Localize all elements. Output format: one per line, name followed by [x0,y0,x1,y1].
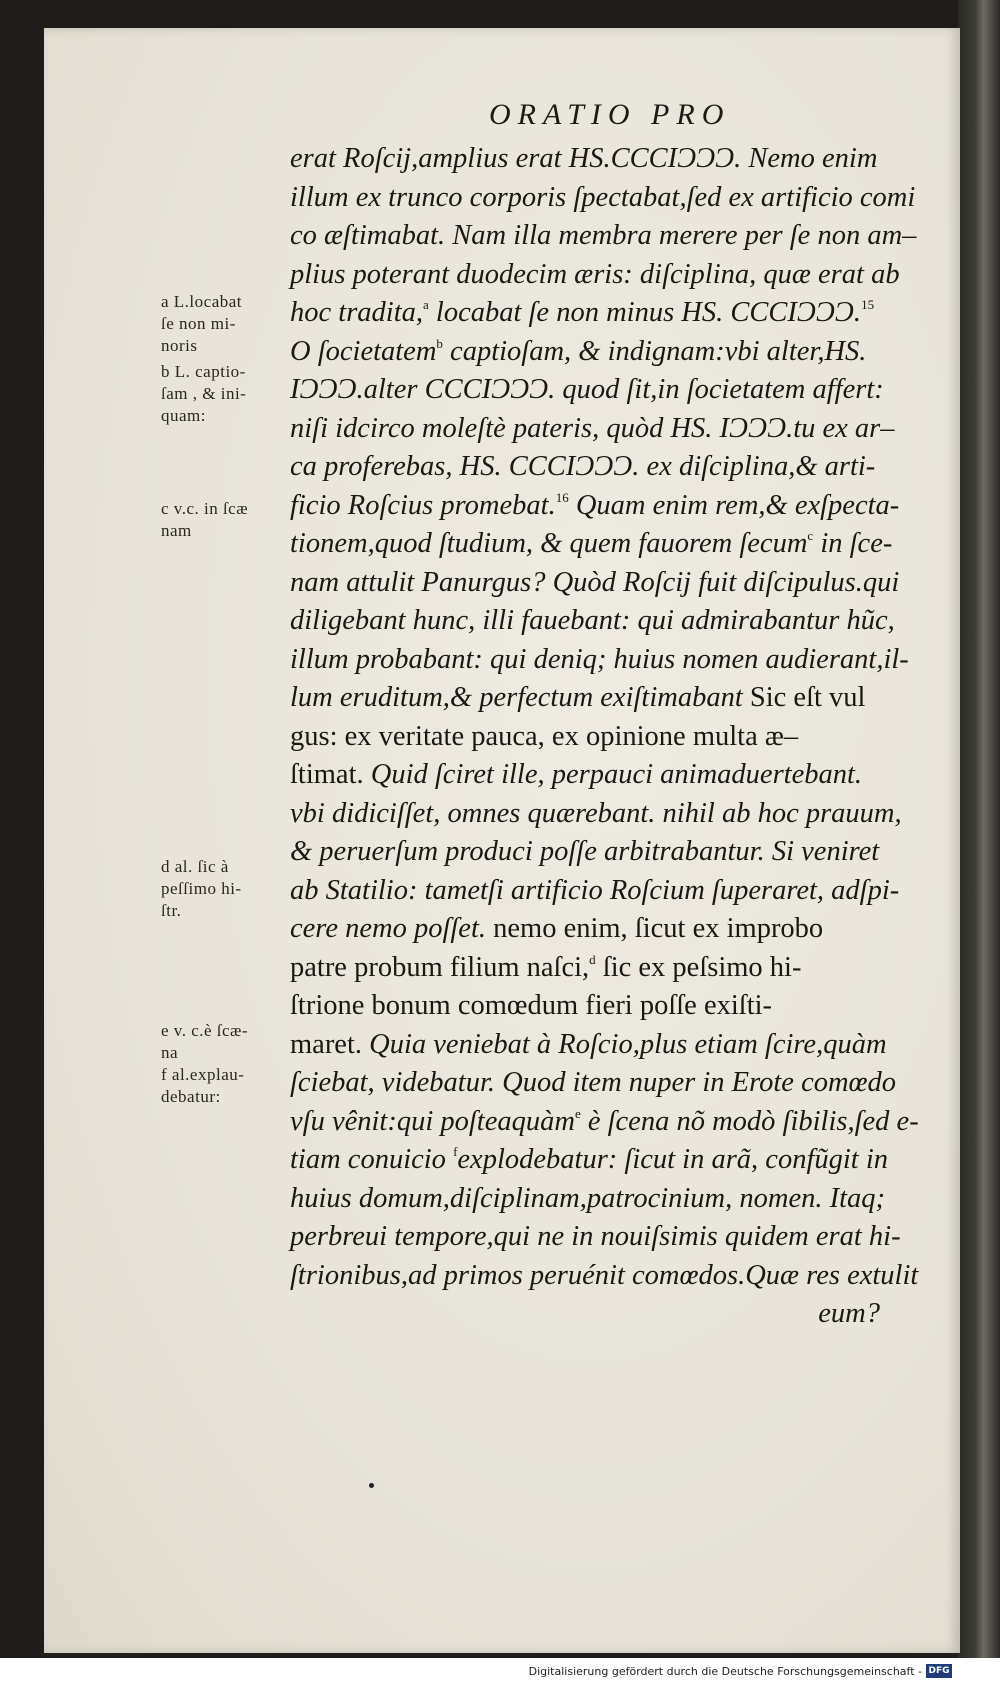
text-segment: maret. [290,1028,370,1060]
catchword: eum? [818,1298,880,1329]
text-segment: illum ex trunco corporis ſpectabat,ſed ex artificio comi [290,181,916,213]
text-line [290,641,950,680]
text-line [290,1064,950,1103]
catchword-line [290,1295,950,1334]
marginal-note-f [161,1064,291,1108]
marginal-note-line: nam [161,521,192,540]
text-line [290,949,950,988]
text-line [290,756,950,795]
text-segment: lum eruditum,& perfectum exiſtimabant [290,682,750,713]
marginal-note-line: na [161,1043,179,1062]
text-segment: tionem,quod ſtudium, & quem fauorem ſecum [290,528,808,559]
text-segment: Sic eſt vul [749,682,866,713]
text-segment: locabat ſe non minus HS. CCCIƆƆƆ. [428,297,862,328]
marginal-note-d [161,856,291,922]
text-segment: plius poterant duodecim æris: diſciplina, quæ erat ab [290,258,900,290]
text-segment: vbi didiciſſet, omnes quærebant. nihil ab hoc prauum, [290,797,902,829]
text-line [290,833,950,872]
text-segment: ſciebat, videbatur. Quod item nuper in Erote comœdo [290,1067,897,1098]
text-segment: nam attulit Panurgus? Quòd Roſcij fuit diſcipulus.qui [290,566,900,598]
text-segment: explodebatur: ſicut in arã, confũgit in [457,1144,889,1175]
marginal-note-a [161,291,291,357]
text-line [290,564,950,603]
note-reference: 16 [555,489,569,505]
marginal-note-e [161,1020,291,1064]
text-segment: erat Roſcij,amplius erat HS.CCCIƆƆƆ. Nemo enim [290,143,878,174]
text-line [290,1180,950,1219]
text-segment: ſic ex peſsimo hi- [595,951,802,983]
book-spine-edge [958,0,1000,1658]
note-reference: d [589,951,596,967]
text-line [290,371,950,410]
text-line [290,679,950,718]
text-line [290,487,950,526]
text-line [290,1026,950,1065]
text-line [290,602,950,641]
text-segment: co æſtimabat. Nam illa membra merere per ſe non am– [290,220,917,251]
marginal-note-line: f al.explau- [161,1065,245,1084]
marginal-note-line: quam: [161,406,206,425]
text-segment: tiam conuicio [290,1144,454,1175]
text-segment: cere nemo poſſet. [290,913,494,944]
text-line [290,410,950,449]
text-segment: ſtrionibus,ad primos peruénit comœdos.Quæ res extulit [290,1259,919,1291]
page-dot-mark [369,1483,374,1488]
text-line [290,1218,950,1257]
text-segment: ſtimat. [290,759,371,790]
marginal-note-line: b L. captio- [161,362,246,381]
marginal-note-line: c v.c. in ſcæ [161,499,249,518]
text-segment: niſi idcirco moleſtè pateris, quòd HS. IƆƆƆ.tu ex ar– [290,412,895,444]
text-segment: ficio Roſcius promebat. [290,489,556,521]
text-line [290,910,950,949]
text-segment: illum probabant: qui deniq; huius nomen audierant,il- [290,643,909,675]
marginal-note-c [161,498,291,542]
text-segment: huius domum,diſciplinam,patrocinium, nomen. Itaq; [290,1182,886,1214]
note-reference: f [453,1144,458,1159]
text-line [290,448,950,487]
text-line [290,140,950,179]
text-segment: & peruerſum produci poſſe arbitrabantur. Si veniret [290,836,880,867]
text-line [290,525,950,564]
text-segment: è ſcena nõ modò ſibilis,ſed e- [580,1105,919,1137]
text-segment: hoc tradita, [290,297,423,328]
text-line [290,333,950,372]
text-line [290,872,950,911]
text-segment: captioſam, & indignam:vbi alter,HS. [442,335,867,367]
text-line [290,256,950,295]
text-segment: perbreui tempore,qui ne in nouiſsimis quidem erat hi- [290,1221,901,1252]
text-line [290,1141,950,1180]
text-line [290,1103,950,1142]
text-segment: O ſocietatem [290,335,437,367]
marginal-note-line: ſam , & ini- [161,384,247,403]
text-segment: gus: ex veritate pauca, ex opinione multa æ– [290,720,799,752]
text-segment: Quid ſciret ille, perpauci animaduertebant. [370,759,863,790]
text-segment: Quam enim rem,& exſpecta- [568,489,900,521]
dfg-logo-icon: DFG [926,1664,952,1678]
marginal-note-line: a L.locabat [161,292,243,311]
note-reference: b [436,335,443,351]
note-reference: 15 [861,297,875,312]
text-segment: nemo enim, ſicut ex improbo [493,913,824,944]
text-segment: ab Statilio: tametſi artificio Roſcium ſuperaret, adſpi- [290,874,900,906]
text-segment: vſu vênit:qui poſteaquàm [290,1105,575,1137]
marginal-note-line: ſe non mi- [161,314,236,333]
text-segment: in ſce- [813,528,893,559]
text-line [290,795,950,834]
marginal-note-line: e v. c.è ſcæ- [161,1021,249,1040]
text-segment: diligebant hunc, illi fauebant: qui admirabantur hũc, [290,605,895,636]
marginal-note-line: debatur: [161,1087,221,1106]
footer-credit: Digitalisierung gefördert durch die Deutsche Forschungsgemeinschaft - [528,1665,922,1678]
text-line [290,217,950,256]
text-segment: ca proferebas, HS. CCCIƆƆƆ. ex diſciplina,& arti- [290,451,876,482]
text-segment: patre probum filium naſci, [290,951,590,983]
marginal-note-line: noris [161,336,198,355]
text-line [290,1257,950,1296]
marginal-note-b [161,361,291,427]
note-reference: e [574,1105,581,1121]
text-segment: IƆƆƆ.alter CCCIƆƆƆ. quod ſit,in ſocietatem affert: [290,374,884,405]
marginal-note-line: ſtr. [161,901,182,920]
marginal-note-line: d al. ſic à [161,857,229,876]
text-line [290,987,950,1026]
note-reference: c [807,528,814,543]
main-text-column [290,140,950,1334]
note-reference: a [423,297,429,312]
marginal-note-line: peſſimo hi- [161,879,242,898]
text-segment: Quia veniebat à Roſcio,plus etiam ſcire,quàm [369,1028,887,1060]
text-line [290,718,950,757]
running-head: ORATIO PRO [489,98,731,131]
text-segment: ſtrione bonum comœdum fieri poſſe exiſti- [290,990,773,1021]
text-line [290,294,950,333]
book-page [44,28,960,1653]
text-line [290,179,950,218]
